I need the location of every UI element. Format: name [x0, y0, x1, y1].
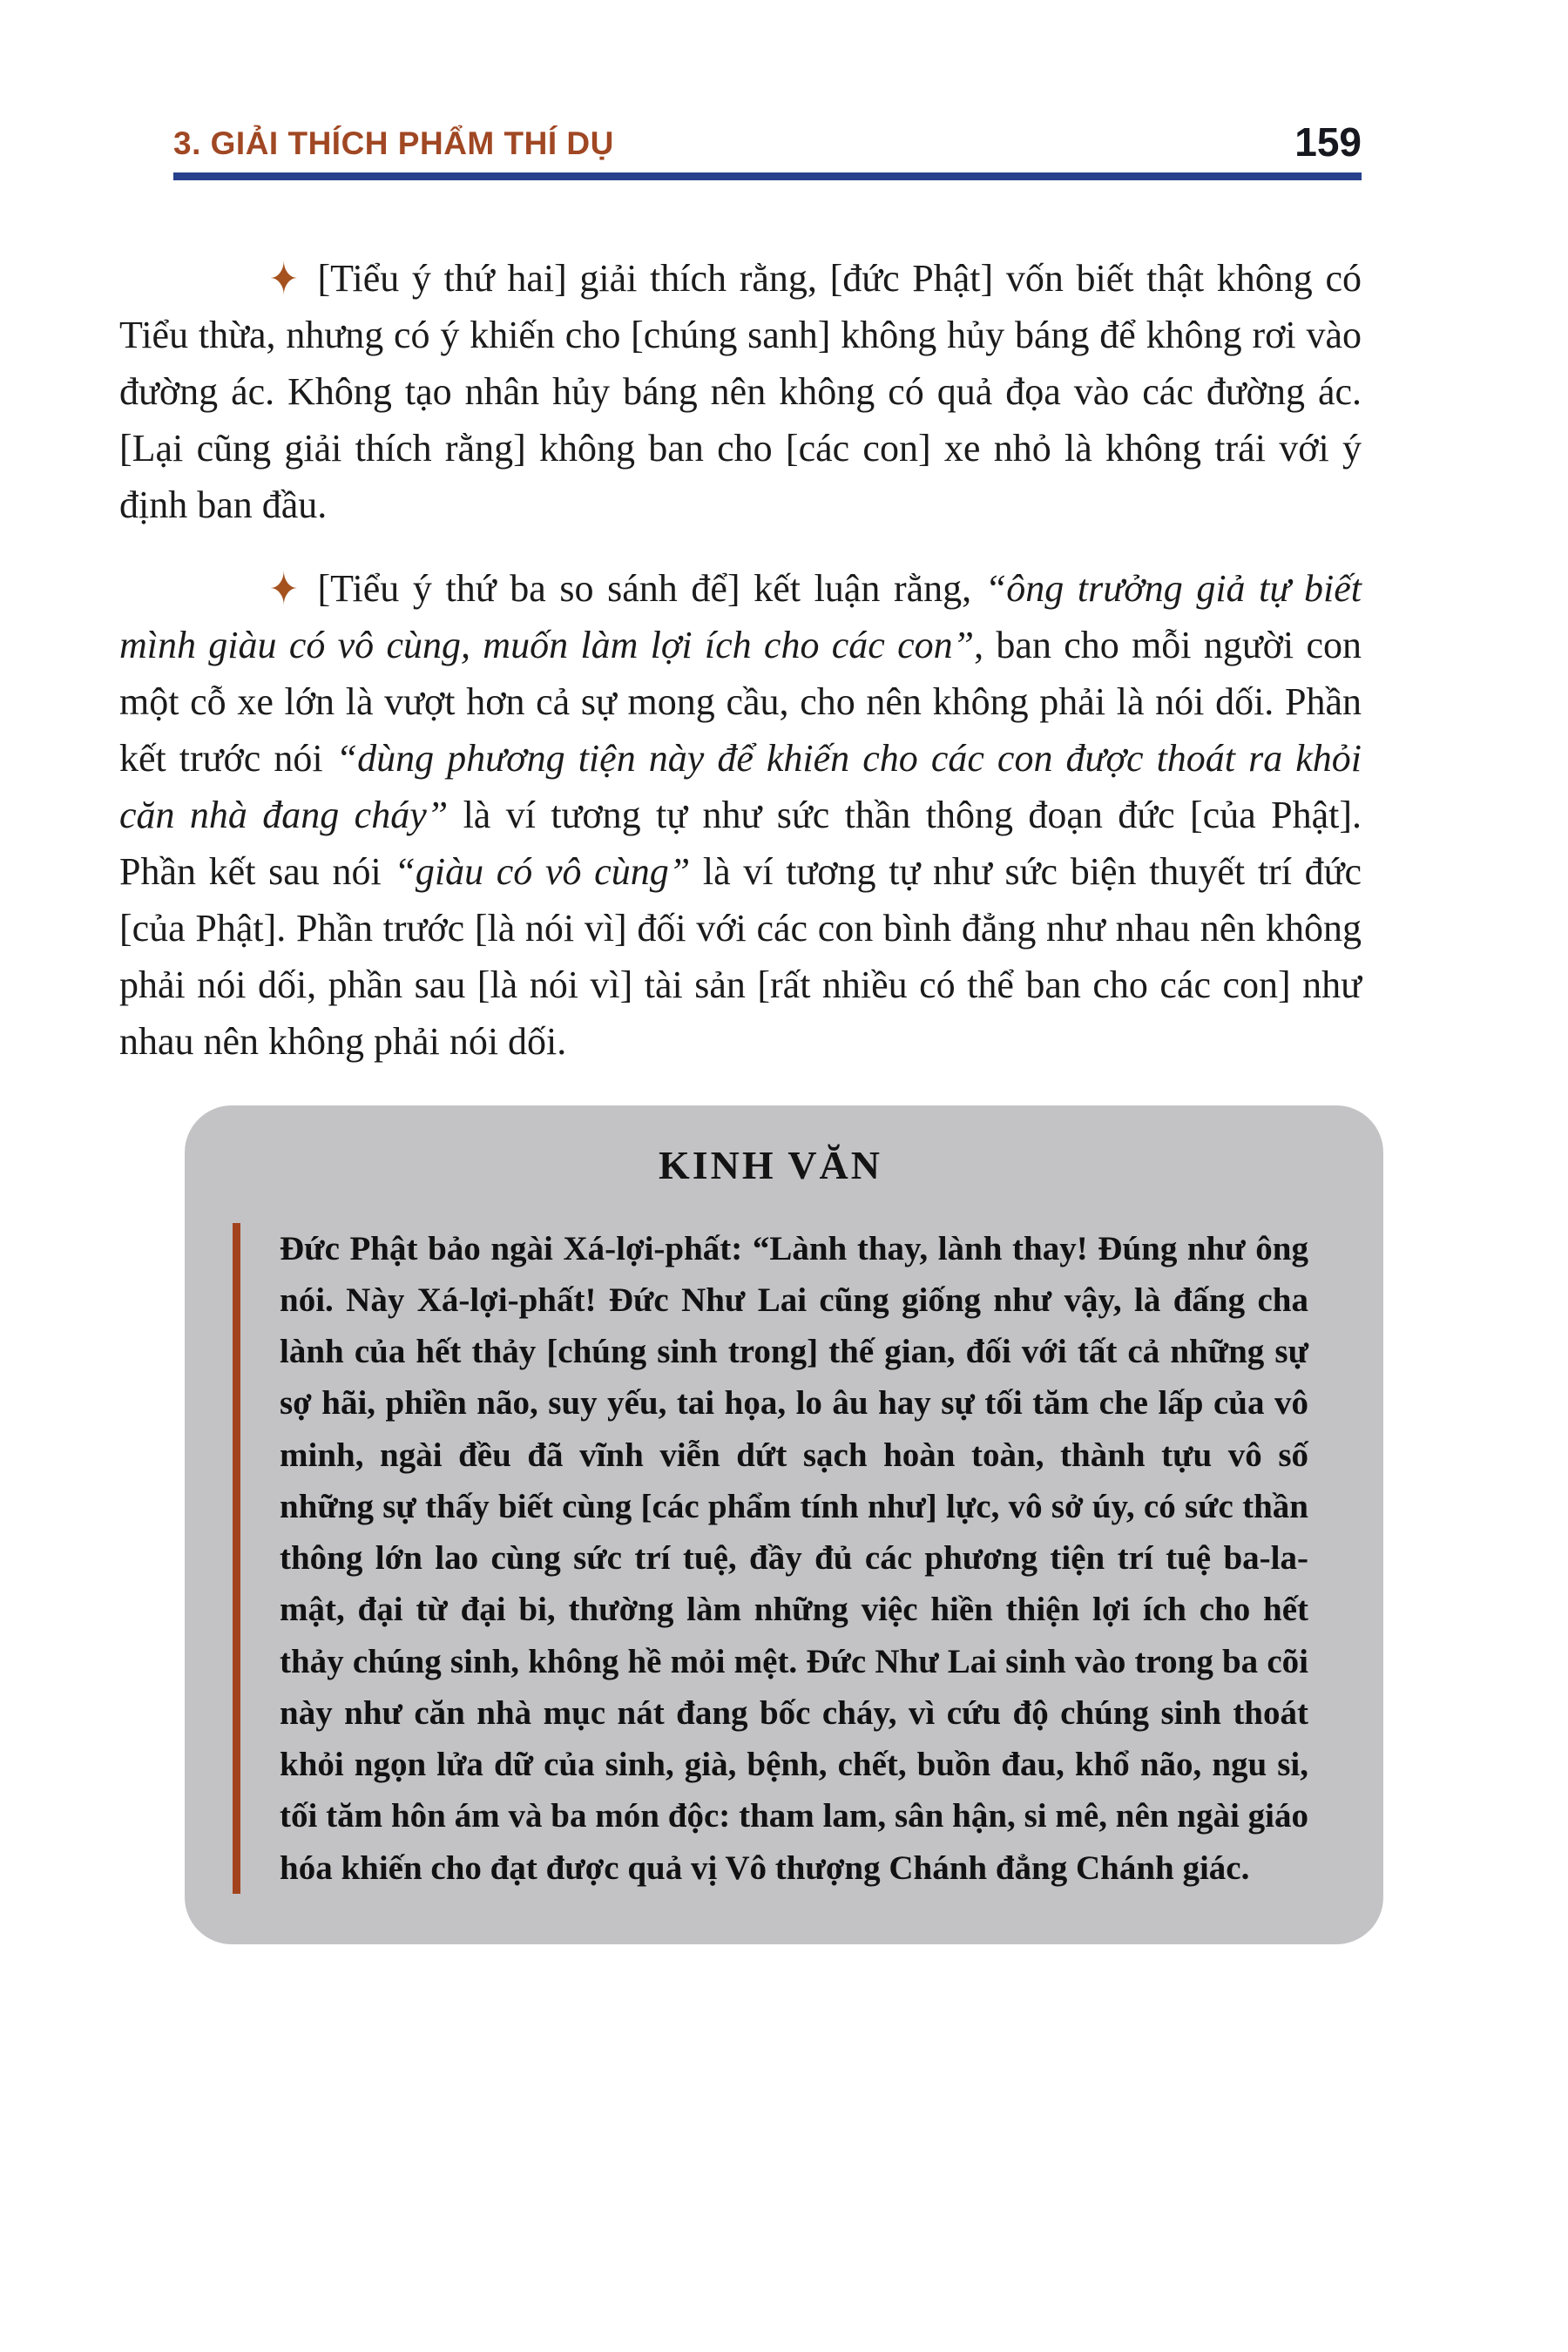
page-header — [119, 119, 1362, 165]
section-title: 3. GIẢI THÍCH PHẨM THÍ DỤ — [173, 125, 614, 161]
quote-bar — [233, 1223, 240, 1894]
star-bullet-icon: ✦ — [269, 563, 299, 615]
page-number: 159 — [1294, 119, 1362, 165]
commentary-section — [119, 250, 1362, 1071]
header-rule — [173, 172, 1362, 180]
paragraph — [119, 560, 1362, 1071]
star-bullet-icon: ✦ — [269, 253, 299, 305]
sutra-quote — [233, 1223, 1308, 1894]
paragraph — [119, 250, 1362, 534]
kinh-van-box — [185, 1105, 1383, 1944]
paragraph-text: [Tiểu ý thứ hai] giải thích rằng, [đức Phật] vốn biết thật không có Tiểu thừa, nhưng có ý khiến cho [chúng sanh] không hủy báng để không rơi vào đường ác. Không tạo nhân hủy báng nên không có quả đọa vào các đường ác. [Lại cũng giải thích rằng] không ban cho [các con] xe nhỏ là không trái với ý định ban đầu. — [119, 257, 1362, 527]
sutra-text: Đức Phật bảo ngài Xá-lợi-phất: “Lành thay, lành thay! Đúng như ông nói. Này Xá-lợi-phất! Đức Như Lai cũng giống như vậy, là đấng cha lành của hết thảy [chúng sinh trong] thế gian, đối với tất cả những sự sợ hãi, phiền não, suy yếu, tai họa, lo âu hay sự tối tăm che lấp của vô minh, ngài đều đã vĩnh viễn dứt sạch hoàn toàn, thành tựu vô số những sự thấy biết cùng [các phẩm tính như] lực, vô sở úy, có sức thần thông lớn lao cùng sức trí tuệ, đầy đủ các phương tiện trí tuệ ba-la-mật, đại từ đại bi, thường làm những việc hiền thiện lợi ích cho hết thảy chúng sinh, không hề mỏi mệt. Đức Như Lai sinh vào trong ba cõi này như căn nhà mục nát đang bốc cháy, vì cứu độ chúng sinh thoát khỏi ngọn lửa dữ của sinh, già, bệnh, chết, buồn đau, khổ não, ngu si, tối tăm hôn ám và ba món độc: tham lam, sân hận, si mê, nên ngài giáo hóa khiến cho đạt được quả vị Vô thượng Chánh đẳng Chánh giác. — [280, 1229, 1308, 1887]
kinh-van-title: KINH VĂN — [658, 1142, 882, 1187]
paragraph-text: [Tiểu ý thứ ba so sánh để] kết luận rằng, “ông trưởng giả tự biết mình giàu có vô cùng, muốn làm lợi ích cho các con”, ban cho mỗi người con một cỗ xe lớn là vượt hơn cả sự mong cầu, cho nên không phải là nói dối. Phần kết trước nói “dùng phương tiện này để khiến cho các con được thoát ra khỏi căn nhà đang cháy” là ví tương tự như sức thần thông đoạn đức [của Phật]. Phần kết sau nói “giàu có vô cùng” là ví tương tự như sức biện thuyết trí đức [của Phật]. Phần trước [là nói vì] đối với các con bình đẳng như nhau nên không phải nói dối, phần sau [là nói vì] tài sản [rất nhiều có thể ban cho các con] như nhau nên không phải nói dối. — [119, 566, 1362, 1064]
